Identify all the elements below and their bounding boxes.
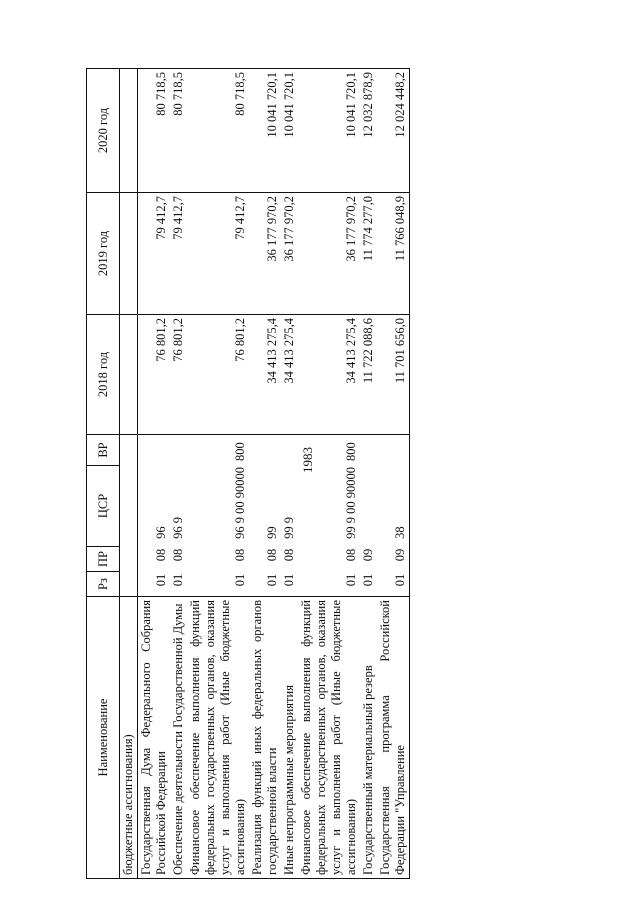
row-rz: 01: [265, 573, 279, 587]
col-header-2018: 2018 год: [87, 315, 120, 435]
page-number: 1983: [300, 447, 315, 473]
table-row: [249, 69, 281, 879]
row-rz: 01: [171, 573, 185, 587]
col-header-vr: ВР: [95, 442, 110, 458]
row-2018: 34 413 275,4: [298, 315, 360, 435]
table-row: [298, 69, 360, 879]
table-row: [187, 69, 249, 879]
row-2018: 76 801,2: [187, 315, 249, 435]
row-csr: 99 9: [282, 517, 296, 539]
row-name: Финансовое обеспечение выполнения функций федеральных государственных органов, оказания услуг и выполнения работ (Иные бюджетные ассигнования): [298, 597, 360, 879]
row-pr: 09: [393, 548, 407, 562]
row-rz: 01: [393, 573, 407, 587]
row-csr: 96 9 00 90000: [233, 467, 247, 539]
row-name: Государственная Дума Федерального Собрания Российской Федерации: [138, 597, 171, 879]
row-csr: 96: [154, 526, 168, 539]
table-row: [360, 69, 377, 879]
row-codes: [360, 435, 377, 597]
row-rz: 01: [344, 573, 358, 587]
row-2020: 12 032 878,9: [360, 69, 377, 193]
row-2018: 34 413 275,4: [249, 315, 281, 435]
table-row: [170, 69, 187, 879]
table-row: [138, 69, 171, 879]
col-header-rz: Рз: [87, 571, 119, 596]
row-2019: 79 412,7: [138, 193, 171, 315]
table-header-row: [87, 69, 120, 879]
row-csr: 96 9: [171, 517, 185, 539]
row-2018: 34 413 275,4: [281, 315, 298, 435]
row-2018: 76 801,2: [170, 315, 187, 435]
row-pr: 08: [265, 548, 279, 562]
table-row: [120, 69, 138, 879]
row-2019: 36 177 970,2: [298, 193, 360, 315]
row-name: Финансовое обеспечение выполнения функций федеральных государственных органов, оказания услуг и выполнения работ (Иные бюджетные ассигнования): [187, 597, 249, 879]
row-pr: 08: [154, 548, 168, 562]
row-2020: 80 718,5: [138, 69, 171, 193]
row-name: Государственная программа Российской Федерации "Управление: [377, 597, 410, 879]
table-row: [377, 69, 410, 879]
row-vr: 800: [344, 442, 358, 461]
row-codes: [138, 435, 171, 597]
col-header-pr: ПР: [87, 546, 119, 571]
row-csr: 38: [393, 526, 407, 539]
row-codes: [281, 435, 298, 597]
row-rz: 01: [282, 573, 296, 587]
table-row: [281, 69, 298, 879]
row-2020: 12 024 448,2: [377, 69, 410, 193]
row-2019: 36 177 970,2: [281, 193, 298, 315]
row-2020: 10 041 720,1: [281, 69, 298, 193]
row-codes: [249, 435, 281, 597]
col-header-2020: 2020 год: [87, 69, 120, 193]
row-codes: [377, 435, 410, 597]
row-2018: 76 801,2: [138, 315, 171, 435]
row-name: Реализация функций иных федеральных органов государственной власти: [249, 597, 281, 879]
row-name: Обеспечение деятельности Государственной Думы: [170, 597, 187, 879]
col-header-name: Наименование: [87, 597, 120, 879]
row-2019: 79 412,7: [170, 193, 187, 315]
row-pr: 08: [233, 548, 247, 562]
row-codes: [170, 435, 187, 597]
row-2020: 10 041 720,1: [298, 69, 360, 193]
row-2020: 10 041 720,1: [249, 69, 281, 193]
row-2019: 11 766 048,9: [377, 193, 410, 315]
row-name: Иные непрограммные мероприятия: [281, 597, 298, 879]
row-2020: 80 718,5: [187, 69, 249, 193]
row-2019: 79 412,7: [187, 193, 249, 315]
row-2020: 80 718,5: [170, 69, 187, 193]
row-2018: 11 722 088,6: [360, 315, 377, 435]
row-pr: 08: [344, 548, 358, 562]
row-rz: 01: [154, 573, 168, 587]
row-2019: 36 177 970,2: [249, 193, 281, 315]
col-header-2019: 2019 год: [87, 193, 120, 315]
row-pr: 09: [361, 548, 375, 562]
row-codes: [298, 435, 360, 597]
row-csr: 99: [265, 526, 279, 539]
budget-table: [86, 68, 410, 879]
row-2018: 11 701 656,0: [377, 315, 410, 435]
row-codes: [187, 435, 249, 597]
row-2019: 11 774 277,0: [360, 193, 377, 315]
budget-table-rotated: [86, 69, 606, 879]
budget-table-area: [86, 69, 606, 879]
row-rz: 01: [233, 573, 247, 587]
col-header-csr: ЦСР: [87, 465, 119, 546]
row-pr: 08: [282, 548, 296, 562]
row-csr: 99 9 00 90000: [344, 467, 358, 539]
row-name: Государственный материальный резерв: [360, 597, 377, 879]
row-pr: 08: [171, 548, 185, 562]
row-name: бюджетные ассигнования): [120, 597, 138, 879]
row-vr: 800: [233, 442, 247, 461]
row-rz: 01: [361, 573, 375, 587]
col-header-codes: [87, 435, 120, 597]
